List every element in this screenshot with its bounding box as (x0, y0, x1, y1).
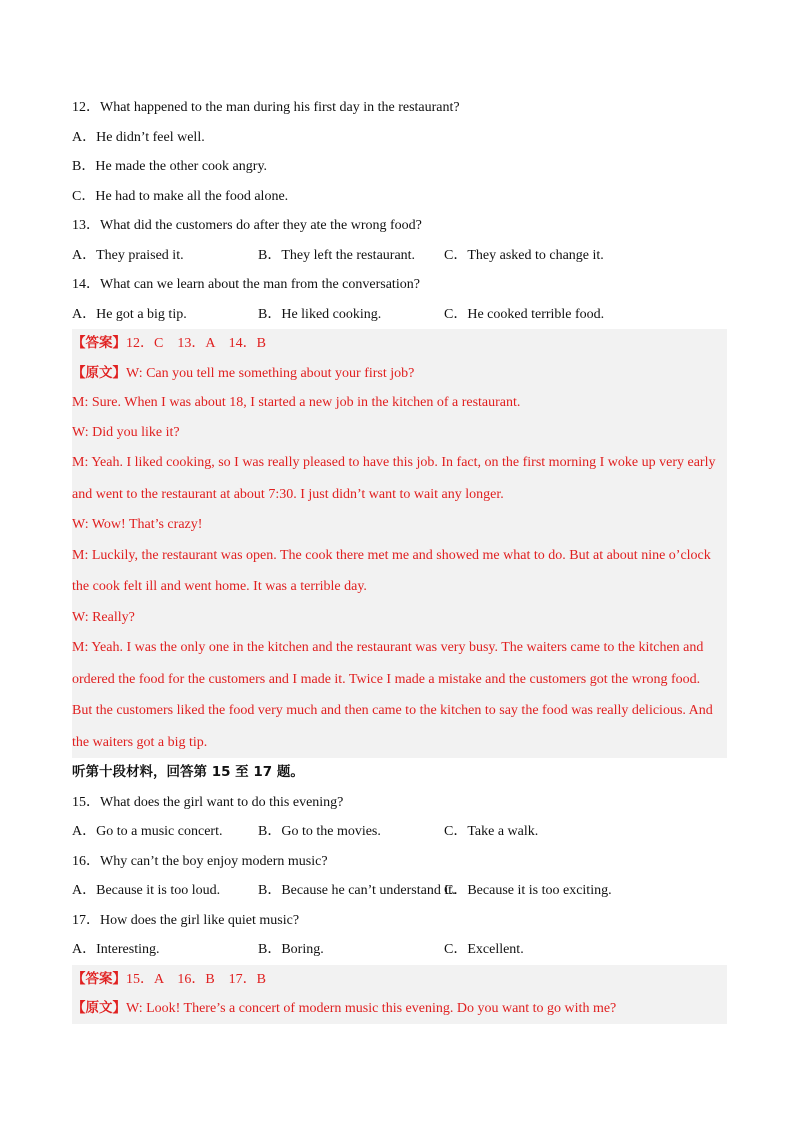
transcript-line: M: Yeah. I was the only one in the kitchen and the restaurant was very busy. The waiters came to the kitchen and (72, 640, 704, 655)
question-16-option-a: A．Because it is too loud. (72, 883, 221, 898)
question-17-option-c: C．Excellent. (444, 942, 524, 957)
question-15-option-b: B．Go to the movies. (258, 824, 381, 839)
transcript-line: But the customers liked the food very much and then came to the kitchen to say the food was really delicious. And (72, 703, 713, 718)
answer-block-2 (72, 965, 727, 1024)
transcript-line: M: Yeah. I liked cooking, so I was really pleased to have this job. In fact, on the first morning I woke up very early (72, 455, 716, 470)
question-16-options (72, 876, 727, 906)
transcript-label: 【原文】 (72, 1000, 126, 1016)
transcript-line: W: Did you like it? (72, 424, 180, 440)
question-13: 13．What did the customers do after they ate the wrong food? (72, 218, 422, 233)
transcript-line: M: Sure. When I was about 18, I started a new job in the kitchen of a restaurant. (72, 395, 521, 410)
transcript-line-first (72, 359, 727, 389)
answer-text: 15．A 16．B 17．B (126, 971, 267, 987)
question-17-option-b: B．Boring. (258, 942, 324, 957)
question-17-option-a: A．Interesting. (72, 942, 160, 957)
question-17: 17．How does the girl like quiet music? (72, 912, 300, 928)
transcript-line: W: Really? (72, 609, 135, 625)
transcript-line-first (72, 994, 727, 1024)
question-14-option-c: C．He cooked terrible food. (444, 306, 605, 322)
question-14-options (72, 300, 727, 330)
question-12-option-c: C．He had to make all the food alone. (72, 188, 289, 204)
transcript-line: the cook felt ill and went home. It was a terrible day. (72, 579, 367, 594)
question-16-option-b: B．Because he can’t understand it. (258, 883, 456, 898)
question-12-option-b: B．He made the other cook angry. (72, 159, 268, 174)
question-14-option-b: B．He liked cooking. (258, 306, 382, 322)
transcript-text: W: Can you tell me something about your first job? (126, 365, 415, 381)
transcript-line: W: Wow! That’s crazy! (72, 517, 203, 532)
transcript-text: W: Look! There’s a concert of modern music this evening. Do you want to go with me? (126, 1001, 617, 1016)
answer-block-1 (72, 329, 727, 758)
question-13-option-c: C．They asked to change it. (444, 247, 604, 263)
transcript-label: 【原文】 (72, 364, 126, 381)
transcript-line: and went to the restaurant at about 7:30. I just didn’t want to wait any longer. (72, 486, 504, 502)
question-14: 14．What can we learn about the man from the conversation? (72, 277, 420, 292)
question-15: 15．What does the girl want to do this evening? (72, 794, 344, 810)
question-12: 12．What happened to the man during his first day in the restaurant? (72, 100, 460, 115)
question-16-option-c: C．Because it is too exciting. (444, 883, 612, 898)
answer-label: 【答案】 (72, 970, 126, 987)
question-13-option-a: A．They praised it. (72, 247, 184, 263)
answer-line-1 (72, 329, 727, 359)
answer-label: 【答案】 (72, 335, 126, 351)
transcript-line: M: Luckily, the restaurant was open. The cook there met me and showed me what to do. But at about nine o’clock (72, 547, 711, 563)
answer-text: 12．C 13．A 14．B (126, 336, 267, 351)
question-12-option-a: A．He didn’t feel well. (72, 129, 205, 145)
question-15-option-a: A．Go to a music concert. (72, 824, 223, 839)
transcript-line: the waiters got a big tip. (72, 734, 208, 750)
question-13-options (72, 241, 727, 271)
transcript-line: ordered the food for the customers and I made it. Twice I made a mistake and the customers got the wrong food. (72, 671, 701, 687)
section-heading: 听第十段材料，回答第 15 至 17 题。 (72, 764, 304, 780)
question-15-option-c: C．Take a walk. (444, 824, 539, 839)
question-14-option-a: A．He got a big tip. (72, 306, 187, 322)
question-15-options (72, 817, 727, 847)
question-16: 16．Why can’t the boy enjoy modern music? (72, 853, 328, 869)
answer-line-2 (72, 965, 727, 995)
document-content (72, 93, 727, 1024)
question-17-options (72, 935, 727, 965)
question-13-option-b: B．They left the restaurant. (258, 247, 416, 263)
